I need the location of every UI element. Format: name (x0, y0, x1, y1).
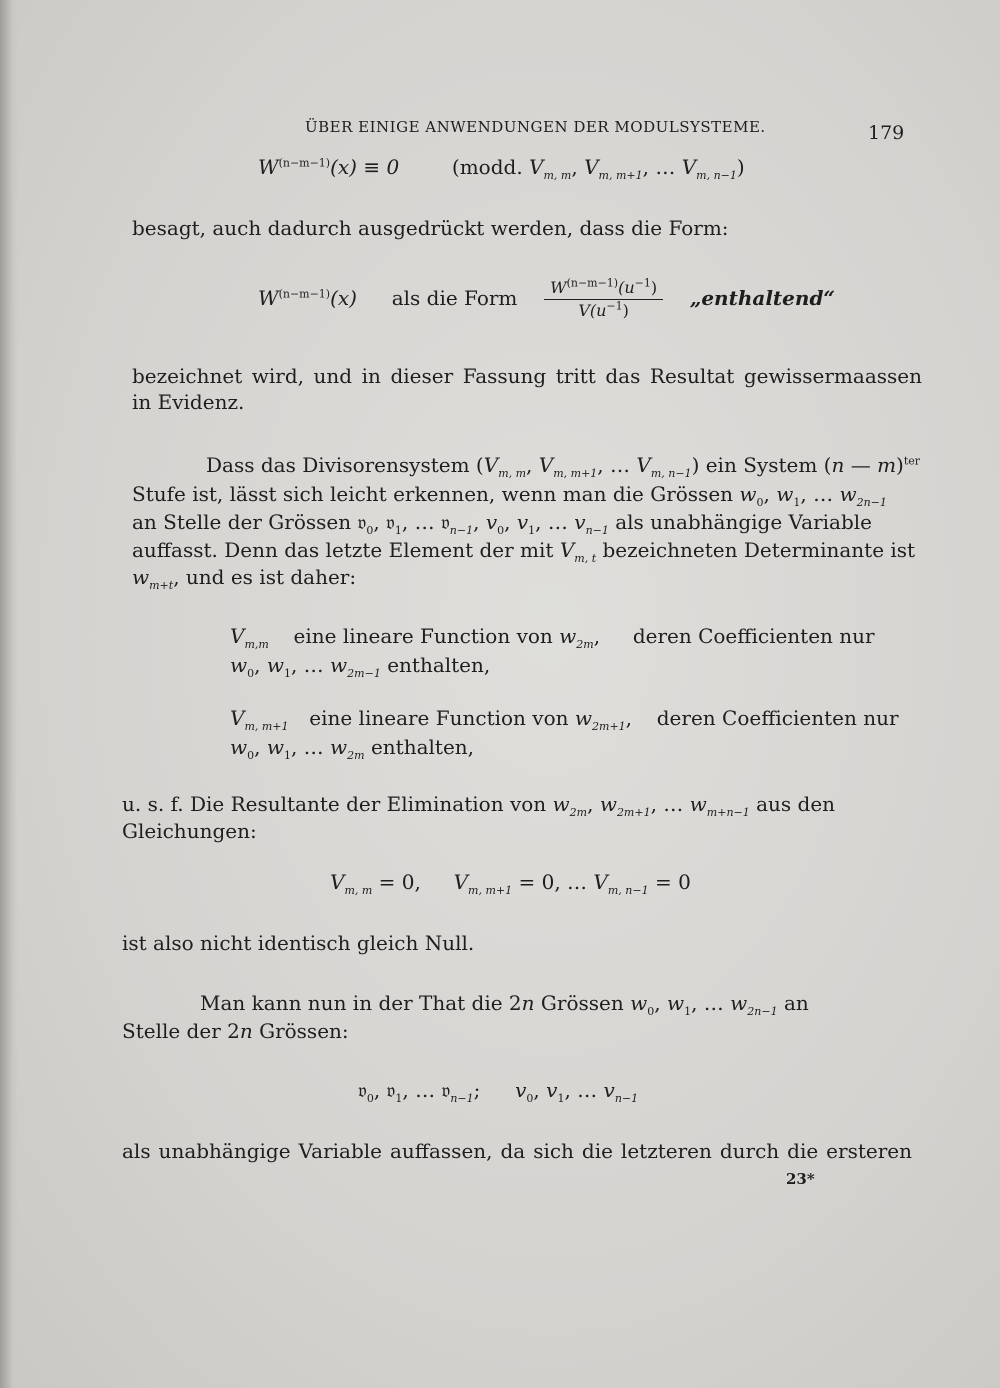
formula-equations: $V_{m, m} = 0$, $V_{m, m+1} = 0$, … $V_{m, n-1} = 0$ (330, 870, 691, 897)
paragraph-resultante-line1: u. s. f. Die Resultante der Elimination von $w_{2m}$, $w_{2m+1}$, … $w_{m+n-1}$ aus den (122, 792, 836, 819)
paragraph-bezeichnet-line2: in Evidenz. (132, 390, 245, 414)
running-header: ÜBER EINIGE ANWENDUNGEN DER MODULSYSTEME. (305, 118, 766, 136)
fraction: $\frac{W^{(n-m-1)}(u^{-1})}{V(u^{-1})}$ (544, 280, 663, 319)
binding-shadow (0, 0, 18, 1388)
page-number: 179 (868, 122, 905, 144)
paragraph-dass-line1: Dass das Divisorensystem ($V_{m, m}$, $V_{m, m+1}$, … $V_{m, n-1}$) ein System (n — m)$^{ter}$ (206, 453, 921, 480)
paragraph-resultante-line2: Gleichungen: (122, 819, 257, 843)
list-item-2-line1: $V_{m, m+1}$ eine lineare Function von $w_{2m+1}$, deren Coefficienten nur (230, 706, 899, 733)
paragraph-dass-line5: $w_{m+t}$, und es ist daher: (132, 565, 357, 592)
formula-variables: 𝔳$_0$, 𝔳$_1$, … 𝔳$_{n-1}$; $v_0$, $v_1$, … $v_{n-1}$ (358, 1078, 639, 1105)
paragraph-dass-line4: auffasst. Denn das letzte Element der mit $V_{m, t}$ bezeichneten Determinante ist (132, 538, 916, 565)
list-item-2-line2: $w_0$, $w_1$, … $w_{2m}$ enthalten, (230, 735, 475, 762)
paragraph-besagt: besagt, auch dadurch ausgedrückt werden, dass die Form: (132, 216, 729, 240)
formula-congruence: $W^{(n-m-1)}(x) \equiv 0$ (modd. $V_{m, m}$, $V_{m, m+1}$, … $V_{m, n-1}$) (258, 155, 745, 182)
signature-mark: 23* (786, 1170, 815, 1188)
paragraph-dass-line2: Stufe ist, lässt sich leicht erkennen, wenn man die Grössen $w_0$, $w_1$, … $w_{2n-1}$ (132, 482, 887, 509)
paragraph-man-kann-line2: Stelle der 2n Grössen: (122, 1019, 349, 1043)
paragraph-null: ist also nicht identisch gleich Null. (122, 931, 475, 955)
list-item-1-line1: $V_{m,m}$ eine lineare Function von $w_{2m}$, deren Coefficienten nur (230, 624, 875, 651)
paragraph-man-kann-line1: Man kann nun in der That die 2n Grössen $w_0$, $w_1$, … $w_{2n-1}$ an (200, 991, 809, 1018)
paragraph-bezeichnet-line1: bezeichnet wird, und in dieser Fassung tritt das Resultat gewissermaassen (132, 364, 922, 388)
paragraph-letzteren: als unabhängige Variable auffassen, da sich die letzteren durch die ersteren (122, 1139, 912, 1163)
formula-form: $W^{(n-m-1)}(x)$ als die Form $\frac{W^{(n-m-1)}(u^{-1})}{V(u^{-1})}$ „enthaltend“ (258, 276, 835, 320)
term-enthaltend: „enthaltend“ (689, 286, 835, 310)
list-item-1-line2: $w_0$, $w_1$, … $w_{2m-1}$ enthalten, (230, 653, 491, 680)
paragraph-dass-line3: an Stelle der Grössen 𝔳$_0$, 𝔳$_1$, … 𝔳$_{n-1}$, $v_0$, $v_1$, … $v_{n-1}$ als unabhängige Variable (132, 510, 872, 537)
